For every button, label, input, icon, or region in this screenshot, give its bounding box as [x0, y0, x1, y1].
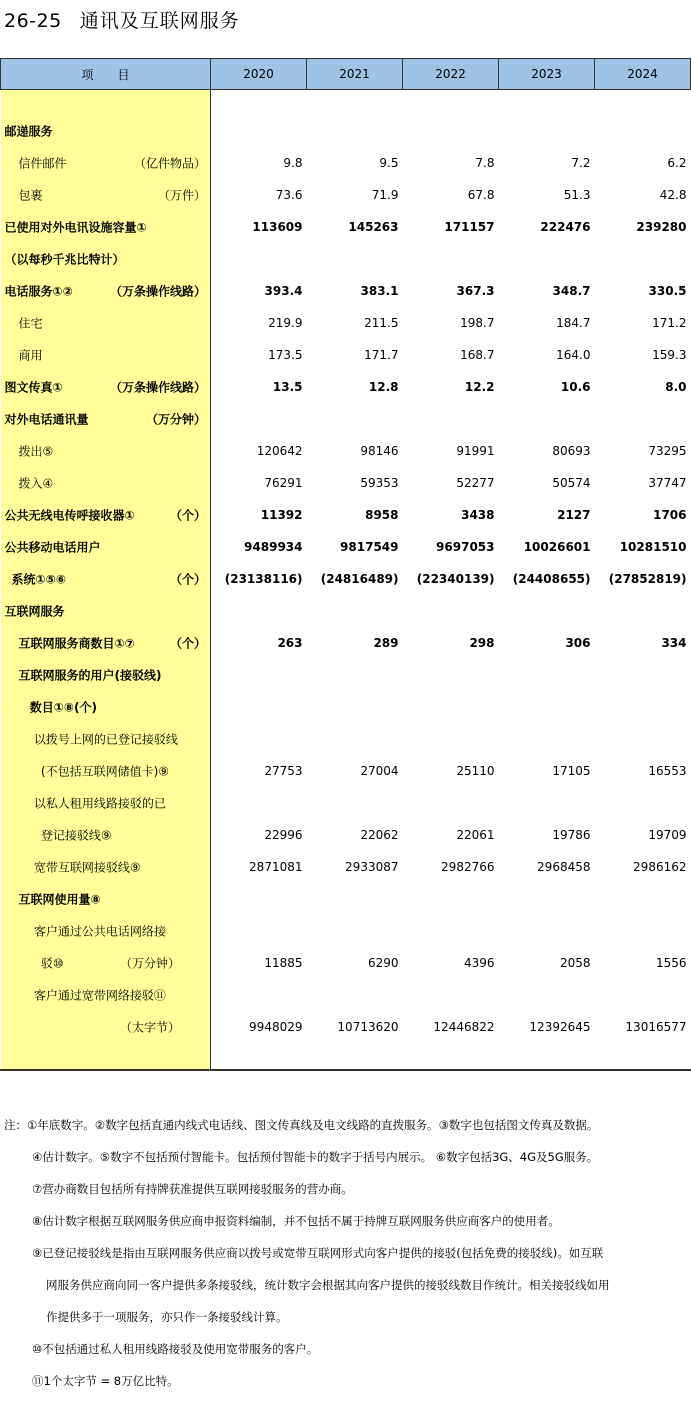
table-row — [1, 339, 691, 371]
row-label: 已使用对外电讯设施容量① — [4, 220, 147, 235]
value-cell: 2058 — [559, 956, 591, 970]
value-cell: 71.9 — [371, 188, 399, 202]
table-row — [1, 659, 691, 691]
value-cell: 113609 — [252, 220, 303, 234]
row-label: 以拨号上网的已登记接驳线 — [33, 732, 178, 747]
row-label: 图文传真① — [4, 380, 63, 395]
row-label-cell — [1, 371, 211, 403]
row-label: 拨出⑤ — [18, 444, 54, 459]
row-label-cell — [1, 307, 211, 339]
value-cell — [307, 691, 403, 723]
footnote-line: 网服务供应商向同一客户提供多条接驳线，统计数字会根据其向客户提供的接驳线数目作统计。相关接驳线如用 — [46, 1278, 610, 1292]
value-cell — [211, 691, 307, 723]
table-title: 通讯及互联网服务 — [79, 10, 240, 32]
row-label-cell — [1, 275, 211, 307]
value-cell — [499, 403, 595, 435]
value-cell: 289 — [373, 636, 399, 650]
value-cell — [403, 787, 499, 819]
row-label-cell — [1, 115, 211, 147]
value-cell: 9697053 — [436, 540, 495, 554]
table-header-row — [1, 59, 691, 90]
value-cell — [307, 979, 403, 1011]
row-unit: （万条操作线路） — [109, 284, 206, 299]
spacer-row — [1, 90, 691, 116]
value-cell: (24816489) — [320, 572, 399, 586]
value-cell — [403, 243, 499, 275]
value-cell: 9489934 — [244, 540, 303, 554]
value-cell: 184.7 — [556, 316, 591, 330]
row-label: 拨入④ — [18, 476, 54, 491]
row-label-cell — [1, 211, 211, 243]
value-cell: 10026601 — [523, 540, 591, 554]
data-table — [0, 58, 691, 1069]
value-cell: 171.2 — [652, 316, 687, 330]
row-unit: （个） — [169, 508, 206, 523]
row-label-cell — [1, 979, 211, 1011]
value-cell: 17105 — [552, 764, 591, 778]
value-cell — [307, 723, 403, 755]
value-cell: 8.0 — [665, 380, 687, 394]
row-unit: （太字节） — [119, 1020, 180, 1035]
value-cell: 59353 — [360, 476, 399, 490]
value-cell — [403, 723, 499, 755]
header-item: 项 目 — [1, 59, 211, 90]
value-cell: 12392645 — [529, 1020, 591, 1034]
value-cell: 1706 — [653, 508, 687, 522]
value-cell: 19786 — [552, 828, 591, 842]
footnote-line: ④估计数字。⑤数字不包括预付智能卡。包括预付智能卡的数字于括号内展示。 ⑥数字包括3G、4G及5G服务。 — [32, 1150, 599, 1164]
value-cell — [307, 787, 403, 819]
row-label: 以私人租用线路接驳的已 — [33, 796, 166, 811]
row-label: 登记接驳线⑨ — [40, 828, 112, 843]
table-row — [1, 723, 691, 755]
table-row — [1, 115, 691, 147]
header-year: 2022 — [403, 59, 499, 90]
value-cell — [499, 691, 595, 723]
row-unit: （万分钟） — [119, 956, 180, 971]
value-cell: 80693 — [552, 444, 591, 458]
value-cell: 9.8 — [283, 156, 303, 170]
row-label-cell — [1, 947, 211, 979]
value-cell — [499, 243, 595, 275]
row-label: 对外电话通讯量 — [4, 412, 89, 427]
value-cell: 19709 — [648, 828, 687, 842]
table-row — [1, 211, 691, 243]
value-cell: 298 — [469, 636, 495, 650]
footnote-line: ⑦营办商数目包括所有持牌获准提供互联网接驳服务的营办商。 — [32, 1182, 353, 1196]
value-cell: 73295 — [648, 444, 687, 458]
header-year: 2023 — [499, 59, 595, 90]
table-row — [1, 179, 691, 211]
table-row — [1, 883, 691, 915]
value-cell — [211, 915, 307, 947]
value-cell: 91991 — [456, 444, 495, 458]
row-label-cell — [1, 723, 211, 755]
value-cell: (22340139) — [416, 572, 495, 586]
value-cell: 2968458 — [537, 860, 591, 874]
value-cell: 9948029 — [249, 1020, 303, 1034]
row-label: 公共无线电传呼接收器① — [4, 508, 135, 523]
value-cell: 8958 — [365, 508, 399, 522]
value-cell: 67.8 — [467, 188, 495, 202]
table-row — [1, 499, 691, 531]
value-cell — [595, 915, 691, 947]
row-label-cell — [1, 595, 211, 627]
row-label-cell — [1, 787, 211, 819]
value-cell: 10713620 — [337, 1020, 399, 1034]
value-cell — [403, 595, 499, 627]
value-cell — [307, 403, 403, 435]
spacer-row — [1, 1043, 691, 1069]
table-row — [1, 947, 691, 979]
value-cell — [499, 115, 595, 147]
value-cell — [595, 883, 691, 915]
row-label-cell — [1, 179, 211, 211]
value-cell: 37747 — [648, 476, 687, 490]
value-cell: 42.8 — [659, 188, 687, 202]
table-row — [1, 691, 691, 723]
table-row — [1, 595, 691, 627]
value-cell: 10281510 — [619, 540, 687, 554]
table-row — [1, 435, 691, 467]
value-cell: 120642 — [256, 444, 303, 458]
table-row — [1, 307, 691, 339]
row-label-cell — [1, 883, 211, 915]
value-cell — [595, 403, 691, 435]
footnote-line: 作提供多于一项服务，亦只作一条接驳线计算。 — [46, 1310, 288, 1324]
value-cell — [595, 595, 691, 627]
value-cell — [595, 691, 691, 723]
value-cell — [307, 915, 403, 947]
footnote-line: ⑨已登记接驳线是指由互联网服务供应商以拨号或宽带互联网形式向客户提供的接驳(包括免费的接驳线)。如互联 — [32, 1246, 604, 1260]
value-cell: 27753 — [264, 764, 303, 778]
value-cell: 263 — [277, 636, 303, 650]
table-row — [1, 627, 691, 659]
value-cell: 22061 — [456, 828, 495, 842]
value-cell: 198.7 — [460, 316, 495, 330]
value-cell: 171157 — [444, 220, 495, 234]
table-row — [1, 787, 691, 819]
value-cell — [211, 979, 307, 1011]
value-cell: 22062 — [360, 828, 399, 842]
value-cell: 12.2 — [464, 380, 495, 394]
row-label: 邮递服务 — [4, 124, 53, 139]
row-label: 电话服务①② — [4, 284, 73, 299]
value-cell: (27852819) — [608, 572, 687, 586]
table-row — [1, 531, 691, 563]
value-cell: 13.5 — [272, 380, 303, 394]
value-cell: 2933087 — [345, 860, 399, 874]
value-cell: 51.3 — [563, 188, 591, 202]
value-cell: 211.5 — [364, 316, 399, 330]
value-cell: 11885 — [264, 956, 303, 970]
footnote-line: ⑩不包括通过私人租用线路接驳及使用宽带服务的客户。 — [32, 1342, 319, 1356]
footnote-line: ⑪1个太字节 = 8万亿比特。 — [32, 1374, 179, 1388]
table-row — [1, 755, 691, 787]
value-cell: 98146 — [360, 444, 399, 458]
value-cell: 383.1 — [360, 284, 399, 298]
value-cell: 16553 — [648, 764, 687, 778]
value-cell: 2986162 — [633, 860, 687, 874]
value-cell: 219.9 — [268, 316, 303, 330]
value-cell: 76291 — [264, 476, 303, 490]
row-label-cell — [1, 147, 211, 179]
value-cell: 222476 — [540, 220, 591, 234]
row-label-cell — [1, 851, 211, 883]
row-label-cell — [1, 531, 211, 563]
value-cell — [403, 915, 499, 947]
value-cell — [499, 883, 595, 915]
row-label-cell — [1, 563, 211, 595]
value-cell — [307, 595, 403, 627]
value-cell: 9.5 — [379, 156, 399, 170]
footnote-line: ⑧估计数字根据互联网服务供应商申报资料编制，并不包括不属于持牌互联网服务供应商客户的使用者。 — [32, 1214, 560, 1228]
value-cell: 3438 — [461, 508, 495, 522]
value-cell — [499, 787, 595, 819]
value-cell: 4396 — [463, 956, 495, 970]
value-cell — [211, 115, 307, 147]
value-cell: 9817549 — [340, 540, 399, 554]
value-cell: 348.7 — [552, 284, 591, 298]
row-label-cell — [1, 467, 211, 499]
row-label-cell — [1, 755, 211, 787]
value-cell — [595, 787, 691, 819]
value-cell: 239280 — [636, 220, 687, 234]
value-cell — [403, 979, 499, 1011]
row-label: 包裹 — [18, 188, 43, 203]
row-label: 系统①⑤⑥ — [11, 572, 66, 587]
row-label-cell — [1, 819, 211, 851]
table-row — [1, 851, 691, 883]
row-label: 信件邮件 — [18, 156, 67, 171]
row-label-cell — [1, 339, 211, 371]
row-label: 互联网使用量⑧ — [18, 892, 101, 907]
row-label-cell — [1, 435, 211, 467]
value-cell: 22996 — [264, 828, 303, 842]
table-number: 26-25 — [4, 10, 62, 32]
table-row — [1, 275, 691, 307]
value-cell — [499, 595, 595, 627]
value-cell — [307, 659, 403, 691]
value-cell: 11392 — [260, 508, 303, 522]
row-unit: （万条操作线路） — [109, 380, 206, 395]
value-cell: 7.8 — [475, 156, 495, 170]
table-row — [1, 371, 691, 403]
header-year: 2024 — [595, 59, 691, 90]
value-cell: 168.7 — [460, 348, 495, 362]
value-cell — [499, 659, 595, 691]
row-label-cell — [1, 627, 211, 659]
value-cell — [211, 723, 307, 755]
value-cell — [403, 403, 499, 435]
row-label-cell — [1, 499, 211, 531]
value-cell — [595, 659, 691, 691]
table-body — [1, 90, 691, 1070]
row-label: 互联网服务商数目①⑦ — [18, 636, 135, 651]
table-row — [1, 467, 691, 499]
row-unit: （亿件物品） — [133, 156, 206, 171]
value-cell: 27004 — [360, 764, 399, 778]
value-cell — [211, 883, 307, 915]
row-unit: （个） — [169, 636, 206, 651]
row-label: 数目①⑧(个) — [29, 700, 97, 715]
value-cell: 145263 — [348, 220, 399, 234]
row-label-cell — [1, 659, 211, 691]
value-cell: 12446822 — [433, 1020, 495, 1034]
value-cell: 6.2 — [667, 156, 687, 170]
value-cell — [403, 115, 499, 147]
row-label-cell — [1, 403, 211, 435]
value-cell — [211, 659, 307, 691]
value-cell: 164.0 — [556, 348, 591, 362]
value-cell: (23138116) — [224, 572, 303, 586]
value-cell — [403, 691, 499, 723]
value-cell — [595, 115, 691, 147]
value-cell — [595, 243, 691, 275]
value-cell: 10.6 — [560, 380, 591, 394]
value-cell: 306 — [565, 636, 591, 650]
header-year: 2021 — [307, 59, 403, 90]
row-label: （以每秒千兆比特计） — [4, 252, 125, 267]
row-label: 驳⑩ — [40, 956, 64, 971]
data-table-container — [0, 58, 691, 1069]
row-unit: （万分钟） — [145, 412, 206, 427]
value-cell — [307, 115, 403, 147]
row-label-cell — [1, 1011, 211, 1043]
row-unit: （个） — [169, 572, 206, 587]
value-cell — [595, 979, 691, 1011]
value-cell: 2982766 — [441, 860, 495, 874]
row-unit: （万件） — [157, 188, 206, 203]
value-cell — [211, 243, 307, 275]
value-cell: 2871081 — [249, 860, 303, 874]
table-row — [1, 1011, 691, 1043]
value-cell: 12.8 — [368, 380, 399, 394]
value-cell — [211, 595, 307, 627]
row-label-cell — [1, 691, 211, 723]
value-cell: 393.4 — [264, 284, 303, 298]
value-cell: 159.3 — [652, 348, 687, 362]
row-label-cell — [1, 243, 211, 275]
value-cell: (24408655) — [512, 572, 591, 586]
row-label: 客户通过公共电话网络接 — [33, 924, 166, 939]
row-label: 客户通过宽带网络接驳⑪ — [33, 988, 166, 1003]
table-row — [1, 979, 691, 1011]
value-cell: 25110 — [456, 764, 495, 778]
value-cell — [307, 883, 403, 915]
value-cell: 7.2 — [571, 156, 591, 170]
row-label: 公共移动电话用户 — [4, 540, 101, 555]
page-title — [4, 6, 240, 33]
value-cell — [403, 659, 499, 691]
value-cell — [307, 243, 403, 275]
value-cell: 52277 — [456, 476, 495, 490]
row-label: 互联网服务 — [4, 604, 65, 619]
value-cell: 334 — [661, 636, 687, 650]
row-label: 商用 — [18, 348, 43, 363]
value-cell — [403, 883, 499, 915]
value-cell — [499, 723, 595, 755]
value-cell: 50574 — [552, 476, 591, 490]
table-row — [1, 147, 691, 179]
row-label: (不包括互联网储值卡)⑨ — [40, 764, 170, 779]
value-cell — [211, 403, 307, 435]
value-cell — [211, 787, 307, 819]
value-cell — [499, 915, 595, 947]
row-label: 宽带互联网接驳线⑨ — [33, 860, 141, 875]
value-cell: 2127 — [557, 508, 591, 522]
value-cell: 173.5 — [268, 348, 303, 362]
row-label-cell — [1, 915, 211, 947]
header-year: 2020 — [211, 59, 307, 90]
table-row — [1, 819, 691, 851]
value-cell: 1556 — [655, 956, 687, 970]
value-cell: 6290 — [367, 956, 399, 970]
table-row — [1, 915, 691, 947]
table-row — [1, 403, 691, 435]
table-row — [1, 243, 691, 275]
value-cell — [595, 723, 691, 755]
row-label: 住宅 — [18, 316, 43, 331]
value-cell: 13016577 — [625, 1020, 687, 1034]
footnote-line: 注：①年底数字。②数字包括直通内线式电话线、图文传真线及电文线路的直拨服务。③数字也包括图文传真及数据。 — [4, 1118, 599, 1132]
value-cell: 330.5 — [648, 284, 687, 298]
value-cell: 171.7 — [364, 348, 399, 362]
row-label: 互联网服务的用户(接驳线) — [18, 668, 162, 683]
table-row — [1, 563, 691, 595]
value-cell — [499, 979, 595, 1011]
table-bottom-rule — [0, 1069, 691, 1071]
value-cell: 367.3 — [456, 284, 495, 298]
value-cell: 73.6 — [275, 188, 303, 202]
